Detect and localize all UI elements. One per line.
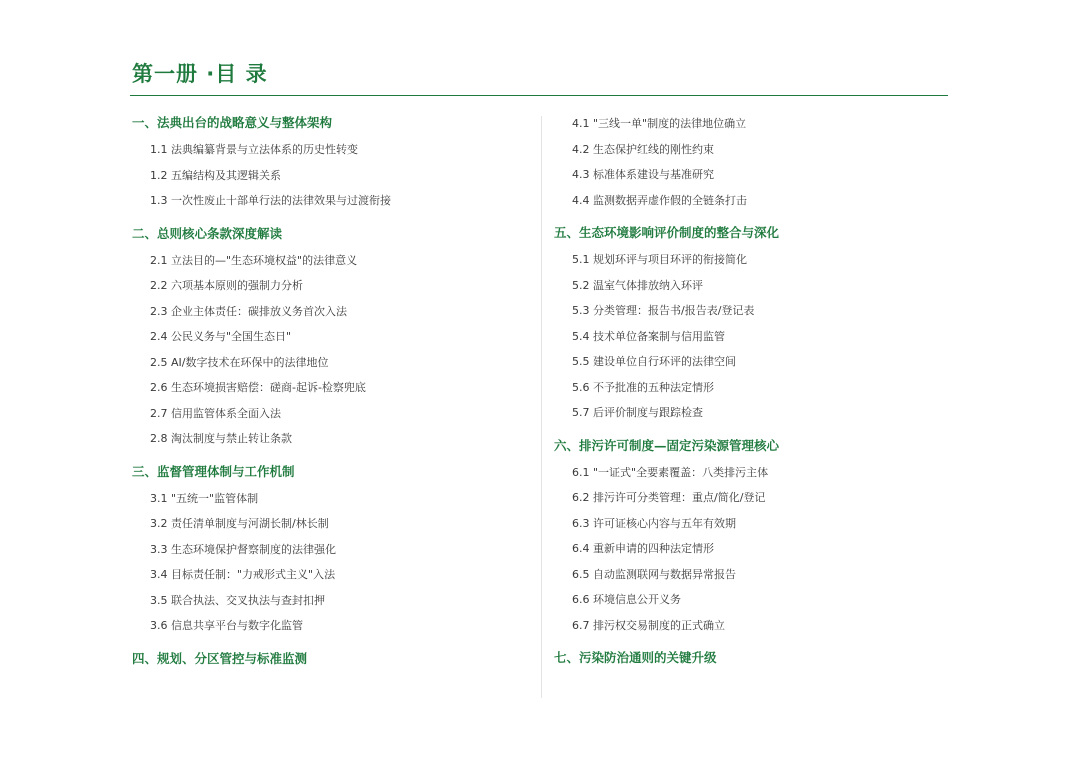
toc-item: 4.2 生态保护红线的刚性约束 xyxy=(572,142,714,156)
toc-item: 2.8 淘汰制度与禁止转让条款 xyxy=(150,432,292,445)
toc-item: 3.6 信息共享平台与数字化监管 xyxy=(150,619,303,632)
toc-right-column xyxy=(554,112,949,669)
toc-item: 6.1 "一证式"全要素覆盖：八类排污主体 xyxy=(572,465,769,479)
column-divider xyxy=(541,116,542,698)
toc-item: 2.4 公民义务与"全国生态日" xyxy=(150,330,292,343)
section-items xyxy=(554,247,949,426)
section-heading: 二、总则核心条款深度解读 xyxy=(132,225,283,241)
toc-item: 3.4 目标责任制："力戒形式主义"入法 xyxy=(150,568,336,581)
section-items xyxy=(554,460,949,639)
section-items xyxy=(132,248,527,452)
toc-item: 2.1 立法目的—"生态环境权益"的法律意义 xyxy=(150,253,358,267)
toc-item: 5.7 后评价制度与跟踪检查 xyxy=(572,406,703,419)
toc-item: 2.2 六项基本原则的强制力分析 xyxy=(150,279,303,292)
toc-item: 6.7 排污权交易制度的正式确立 xyxy=(572,618,725,632)
toc-item: 5.6 不予批准的五种法定情形 xyxy=(572,380,714,394)
section-heading: 一、法典出台的战略意义与整体架构 xyxy=(132,115,333,130)
toc-item: 5.5 建设单位自行环评的法律空间 xyxy=(572,355,736,368)
toc-item: 1.2 五编结构及其逻辑关系 xyxy=(150,168,281,182)
title-divider xyxy=(130,95,948,96)
toc-section xyxy=(554,222,949,426)
section-heading: 五、生态环境影响评价制度的整合与深化 xyxy=(554,225,780,240)
toc-section xyxy=(132,461,527,639)
toc-item: 3.5 联合执法、交叉执法与查封扣押 xyxy=(150,593,325,607)
toc-item: 3.3 生态环境保护督察制度的法律强化 xyxy=(150,542,336,556)
toc-item: 2.3 企业主体责任：碳排放义务首次入法 xyxy=(150,304,347,318)
toc-item: 5.4 技术单位备案制与信用监管 xyxy=(572,329,725,343)
toc-item: 6.3 许可证核心内容与五年有效期 xyxy=(572,516,736,530)
toc-section xyxy=(554,435,949,639)
toc-item: 5.2 温室气体排放纳入环评 xyxy=(572,278,703,292)
section-heading: 七、污染防治通则的关键升级 xyxy=(554,650,717,665)
toc-item: 3.1 "五统一"监管体制 xyxy=(150,491,259,505)
toc-section xyxy=(132,112,527,214)
toc-item: 5.1 规划环评与项目环评的衔接简化 xyxy=(572,253,747,266)
toc-item: 1.3 一次性废止十部单行法的法律效果与过渡衔接 xyxy=(150,194,391,207)
toc-item: 6.5 自动监测联网与数据异常报告 xyxy=(572,567,736,581)
toc-item: 4.1 "三线一单"制度的法律地位确立 xyxy=(572,117,747,130)
toc-item: 6.6 环境信息公开义务 xyxy=(572,593,681,606)
toc-item: 2.7 信用监管体系全面入法 xyxy=(150,406,281,420)
toc-item: 4.4 监测数据弄虚作假的全链条打击 xyxy=(572,193,747,207)
toc-section xyxy=(554,647,949,669)
toc-item: 3.2 责任清单制度与河湖长制/林长制 xyxy=(150,517,329,530)
section-heading: 三、监督管理体制与工作机制 xyxy=(132,463,295,479)
toc-item: 2.5 AI/数字技术在环保中的法律地位 xyxy=(150,355,329,369)
toc-item: 6.4 重新申请的四种法定情形 xyxy=(572,542,714,555)
toc-section xyxy=(554,111,949,213)
toc-section xyxy=(132,223,527,452)
section-heading: 四、规划、分区管控与标准监测 xyxy=(132,650,308,666)
toc-item: 4.3 标准体系建设与基准研究 xyxy=(572,168,714,181)
section-items xyxy=(132,137,527,214)
toc-left-column xyxy=(132,112,527,670)
section-items xyxy=(554,111,949,213)
toc-item: 5.3 分类管理：报告书/报告表/登记表 xyxy=(572,304,755,317)
toc-section xyxy=(132,648,527,670)
page-title: 第一册 ·目 录 xyxy=(132,62,268,86)
section-items xyxy=(132,486,527,639)
toc-item: 1.1 法典编纂背景与立法体系的历史性转变 xyxy=(150,143,358,156)
toc-item: 6.2 排污许可分类管理：重点/简化/登记 xyxy=(572,491,766,504)
toc-item: 2.6 生态环境损害赔偿：磋商-起诉-检察兜底 xyxy=(150,381,366,394)
section-heading: 六、排污许可制度—固定污染源管理核心 xyxy=(554,437,780,453)
